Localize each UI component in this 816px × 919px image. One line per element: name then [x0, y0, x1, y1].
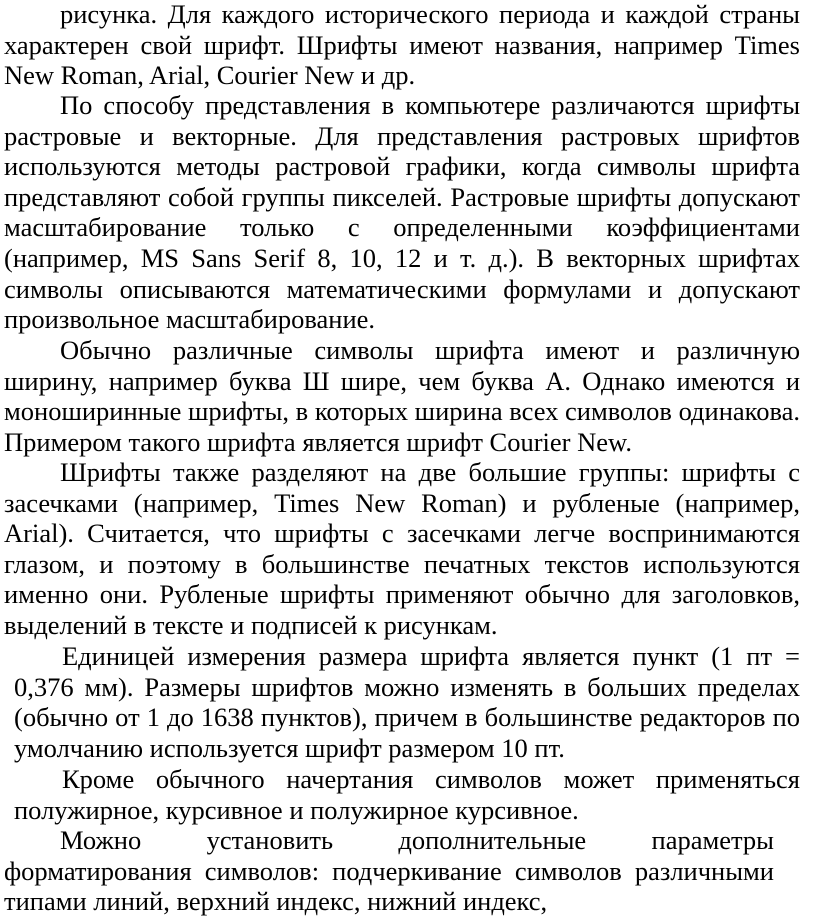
paragraph-7: Можно установить дополнительные параметры форматирования символов: подчеркивание символов различными типами линий, верхний индекс, нижний индекс, [4, 825, 774, 917]
paragraph-2: По способу представления в компьютере различаются шрифты растровые и векторные. Для представления растровых шрифтов используются методы растровой графики, когда символы шрифта представляют собой группы пикселей. Растровые шрифты допускают масштабирование только с определенными коэффициентами (например, MS Sans Serif 8, 10, 12 и т. д.). В векторных шрифтах символы описываются математическими формулами и допускают произвольное масштабирование. [4, 90, 800, 335]
paragraph-3: Обычно различные символы шрифта имеют и различную ширину, например буква Ш шире, чем буква А. Однако имеются и моноширинные шрифты, в которых ширина всех символов одинакова. Примером такого шрифта является шрифт Courier New. [4, 335, 800, 457]
paragraph-6: Кроме обычного начертания символов может применяться полужирное, курсивное и полужирное курсивное. [14, 764, 800, 825]
paragraph-5: Единицей измерения размера шрифта является пункт (1 пт = 0,376 мм). Размеры шрифтов можно изменять в больших пределах (обычно от 1 до 1638 пунктов), причем в большинстве редакторов по умолчанию используется шрифт размером 10 пт. [14, 641, 800, 763]
paragraph-1: рисунка. Для каждого исторического периода и каждой страны характерен свой шрифт. Шрифты имеют названия, например Times New Roman, Arial, Courier New и др. [4, 0, 800, 91]
paragraph-4: Шрифты также разделяют на две большие группы: шрифты с засечками (например, Times New Roman) и рубленые (например, Arial). Считается, что шрифты с засечками легче воспринимаются глазом, и поэтому в большинстве печатных текстов используются именно они. Рубленые шрифты применяют обычно для заголовков, выделений в тексте и подписей к рисункам. [4, 457, 800, 640]
